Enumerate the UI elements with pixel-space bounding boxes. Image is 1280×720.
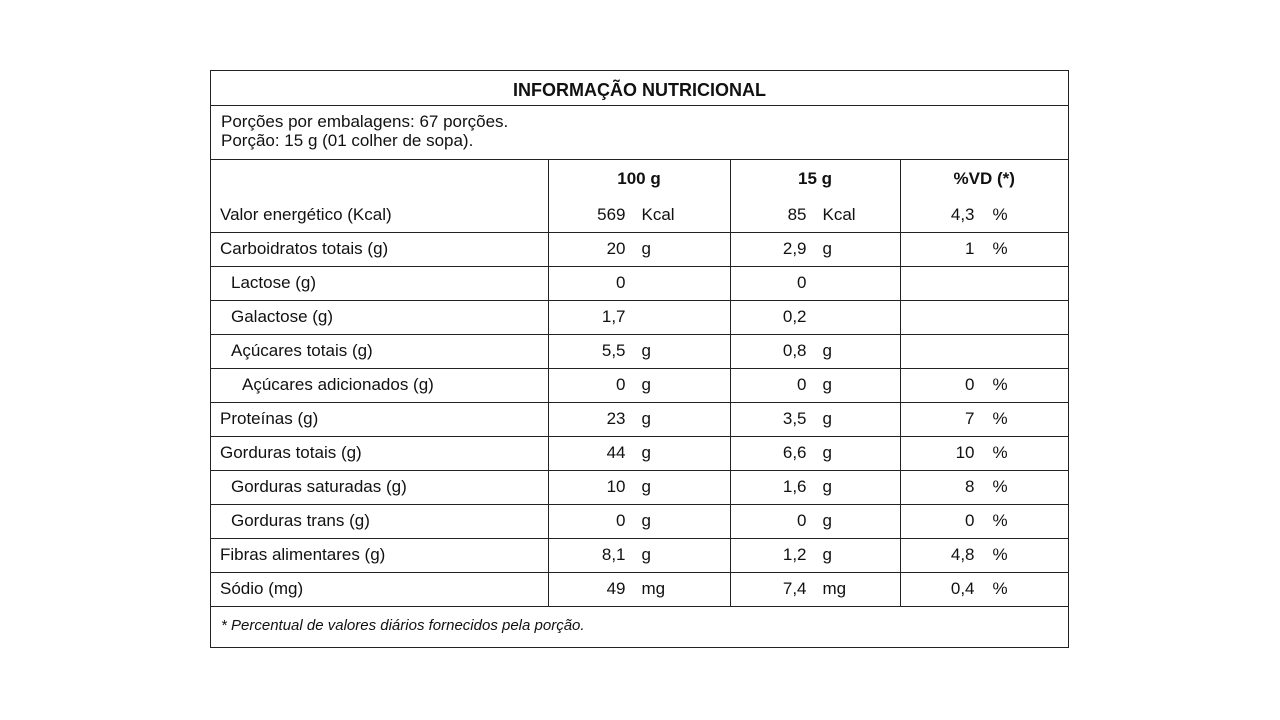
value-per-100g: [548, 470, 730, 504]
value-per-100g: [548, 198, 730, 232]
footnote: * Percentual de valores diários fornecidos pela porção.: [211, 606, 1068, 646]
table-row: [211, 334, 1068, 368]
unit: g: [641, 443, 651, 462]
unit: g: [822, 511, 832, 530]
amount: 1,7: [601, 307, 626, 326]
unit: g: [641, 477, 651, 496]
header-daily-value: %VD (*): [900, 160, 1068, 198]
amount: 0,2: [782, 307, 807, 326]
daily-value: [900, 538, 1068, 572]
value-per-serving: [730, 198, 900, 232]
value-per-100g: [548, 368, 730, 402]
value-per-serving: [730, 334, 900, 368]
value-per-100g: [548, 402, 730, 436]
amount: 6,6: [782, 443, 807, 462]
value-per-100g: [548, 334, 730, 368]
table-row: [211, 198, 1068, 232]
header-nutrient: [211, 160, 548, 198]
amount: 20: [606, 239, 626, 258]
unit: g: [641, 239, 651, 258]
daily-value: [900, 470, 1068, 504]
unit: g: [641, 375, 651, 394]
daily-value: [900, 402, 1068, 436]
value-per-serving: [730, 300, 900, 334]
amount: 44: [606, 443, 626, 462]
amount: 1: [965, 239, 975, 258]
amount: 8: [965, 477, 975, 496]
table-row: [211, 572, 1068, 606]
amount: 0: [616, 511, 626, 530]
unit: g: [822, 375, 832, 394]
amount: 23: [606, 409, 626, 428]
header-row: [211, 160, 1068, 198]
amount: 7: [965, 409, 975, 428]
value-per-100g: [548, 572, 730, 606]
label-title: INFORMAÇÃO NUTRICIONAL: [211, 71, 1068, 106]
value-per-serving: [730, 504, 900, 538]
nutrition-table: [211, 160, 1068, 606]
amount: 0: [616, 375, 626, 394]
nutrient-name: Sódio (mg): [211, 572, 548, 606]
nutrient-name: Gorduras trans (g): [211, 504, 548, 538]
table-row: [211, 300, 1068, 334]
unit: %: [992, 204, 1008, 224]
amount: 4,3: [950, 204, 975, 224]
unit: g: [641, 545, 651, 564]
nutrient-name: Lactose (g): [211, 266, 548, 300]
value-per-serving: [730, 232, 900, 266]
daily-value: [900, 198, 1068, 232]
value-per-serving: [730, 436, 900, 470]
amount: 0,8: [782, 341, 807, 360]
unit: mg: [822, 579, 847, 599]
unit: g: [822, 443, 832, 462]
nutrient-name: Carboidratos totais (g): [211, 232, 548, 266]
value-per-serving: [730, 572, 900, 606]
value-per-100g: [548, 300, 730, 334]
value-per-serving: [730, 402, 900, 436]
daily-value: [900, 334, 1068, 368]
header-per-serving: 15 g: [730, 160, 900, 198]
amount: 0: [616, 273, 626, 292]
value-per-100g: [548, 266, 730, 300]
amount: 1,2: [782, 545, 807, 564]
unit: %: [992, 443, 1008, 462]
amount: 2,9: [782, 239, 807, 258]
value-per-100g: [548, 538, 730, 572]
servings-per-package: Porções por embalagens: 67 porções.: [221, 112, 509, 131]
daily-value: [900, 572, 1068, 606]
amount: 85: [787, 204, 807, 224]
value-per-100g: [548, 504, 730, 538]
amount: 8,1: [601, 545, 626, 564]
unit: %: [992, 545, 1008, 564]
serving-size: Porção: 15 g (01 colher de sopa).: [221, 131, 474, 150]
nutrient-name: Galactose (g): [211, 300, 548, 334]
nutrient-name: Açúcares totais (g): [211, 334, 548, 368]
unit: g: [641, 341, 651, 360]
nutrient-name: Fibras alimentares (g): [211, 538, 548, 572]
unit: g: [822, 545, 832, 564]
unit: Kcal: [822, 204, 856, 224]
table-row: [211, 232, 1068, 266]
daily-value: [900, 504, 1068, 538]
nutrient-name: Valor energético (Kcal): [220, 204, 392, 224]
value-per-serving: [730, 368, 900, 402]
value-per-100g: [548, 232, 730, 266]
unit: g: [822, 409, 832, 428]
unit: g: [641, 511, 651, 530]
value-per-serving: [730, 538, 900, 572]
nutrition-label: [210, 70, 1069, 648]
value-per-100g: [548, 436, 730, 470]
table-row: [211, 436, 1068, 470]
table-row: [211, 402, 1068, 436]
daily-value: [900, 300, 1068, 334]
amount: 1,6: [782, 477, 807, 496]
amount: 0,4: [950, 579, 975, 599]
amount: 0: [797, 375, 807, 394]
unit: mg: [641, 579, 666, 599]
unit: %: [992, 239, 1008, 258]
daily-value: [900, 368, 1068, 402]
nutrient-name: Açúcares adicionados (g): [211, 368, 548, 402]
unit: g: [822, 341, 832, 360]
nutrient-name: Gorduras totais (g): [211, 436, 548, 470]
table-row: [211, 470, 1068, 504]
table-row: [211, 368, 1068, 402]
unit: %: [992, 579, 1008, 599]
amount: 5,5: [601, 341, 626, 360]
amount: 0: [965, 511, 975, 530]
table-row: [211, 538, 1068, 572]
amount: 0: [797, 511, 807, 530]
daily-value: [900, 266, 1068, 300]
amount: 10: [606, 477, 626, 496]
nutrient-name: Proteínas (g): [211, 402, 548, 436]
amount: 10: [955, 443, 975, 462]
amount: 569: [597, 204, 626, 224]
nutrient-name: Gorduras saturadas (g): [211, 470, 548, 504]
daily-value: [900, 232, 1068, 266]
amount: 4,8: [950, 545, 975, 564]
amount: 0: [965, 375, 975, 394]
table-row: [211, 266, 1068, 300]
header-per-100g: 100 g: [548, 160, 730, 198]
amount: 49: [606, 579, 626, 599]
unit: %: [992, 511, 1008, 530]
unit: g: [641, 409, 651, 428]
value-per-serving: [730, 470, 900, 504]
unit: g: [822, 239, 832, 258]
unit: Kcal: [641, 204, 675, 224]
unit: g: [822, 477, 832, 496]
serving-info: [211, 106, 1068, 160]
amount: 7,4: [782, 579, 807, 599]
value-per-serving: [730, 266, 900, 300]
amount: 3,5: [782, 409, 807, 428]
amount: 0: [797, 273, 807, 292]
unit: %: [992, 409, 1008, 428]
unit: %: [992, 477, 1008, 496]
daily-value: [900, 436, 1068, 470]
unit: %: [992, 375, 1008, 394]
table-row: [211, 504, 1068, 538]
